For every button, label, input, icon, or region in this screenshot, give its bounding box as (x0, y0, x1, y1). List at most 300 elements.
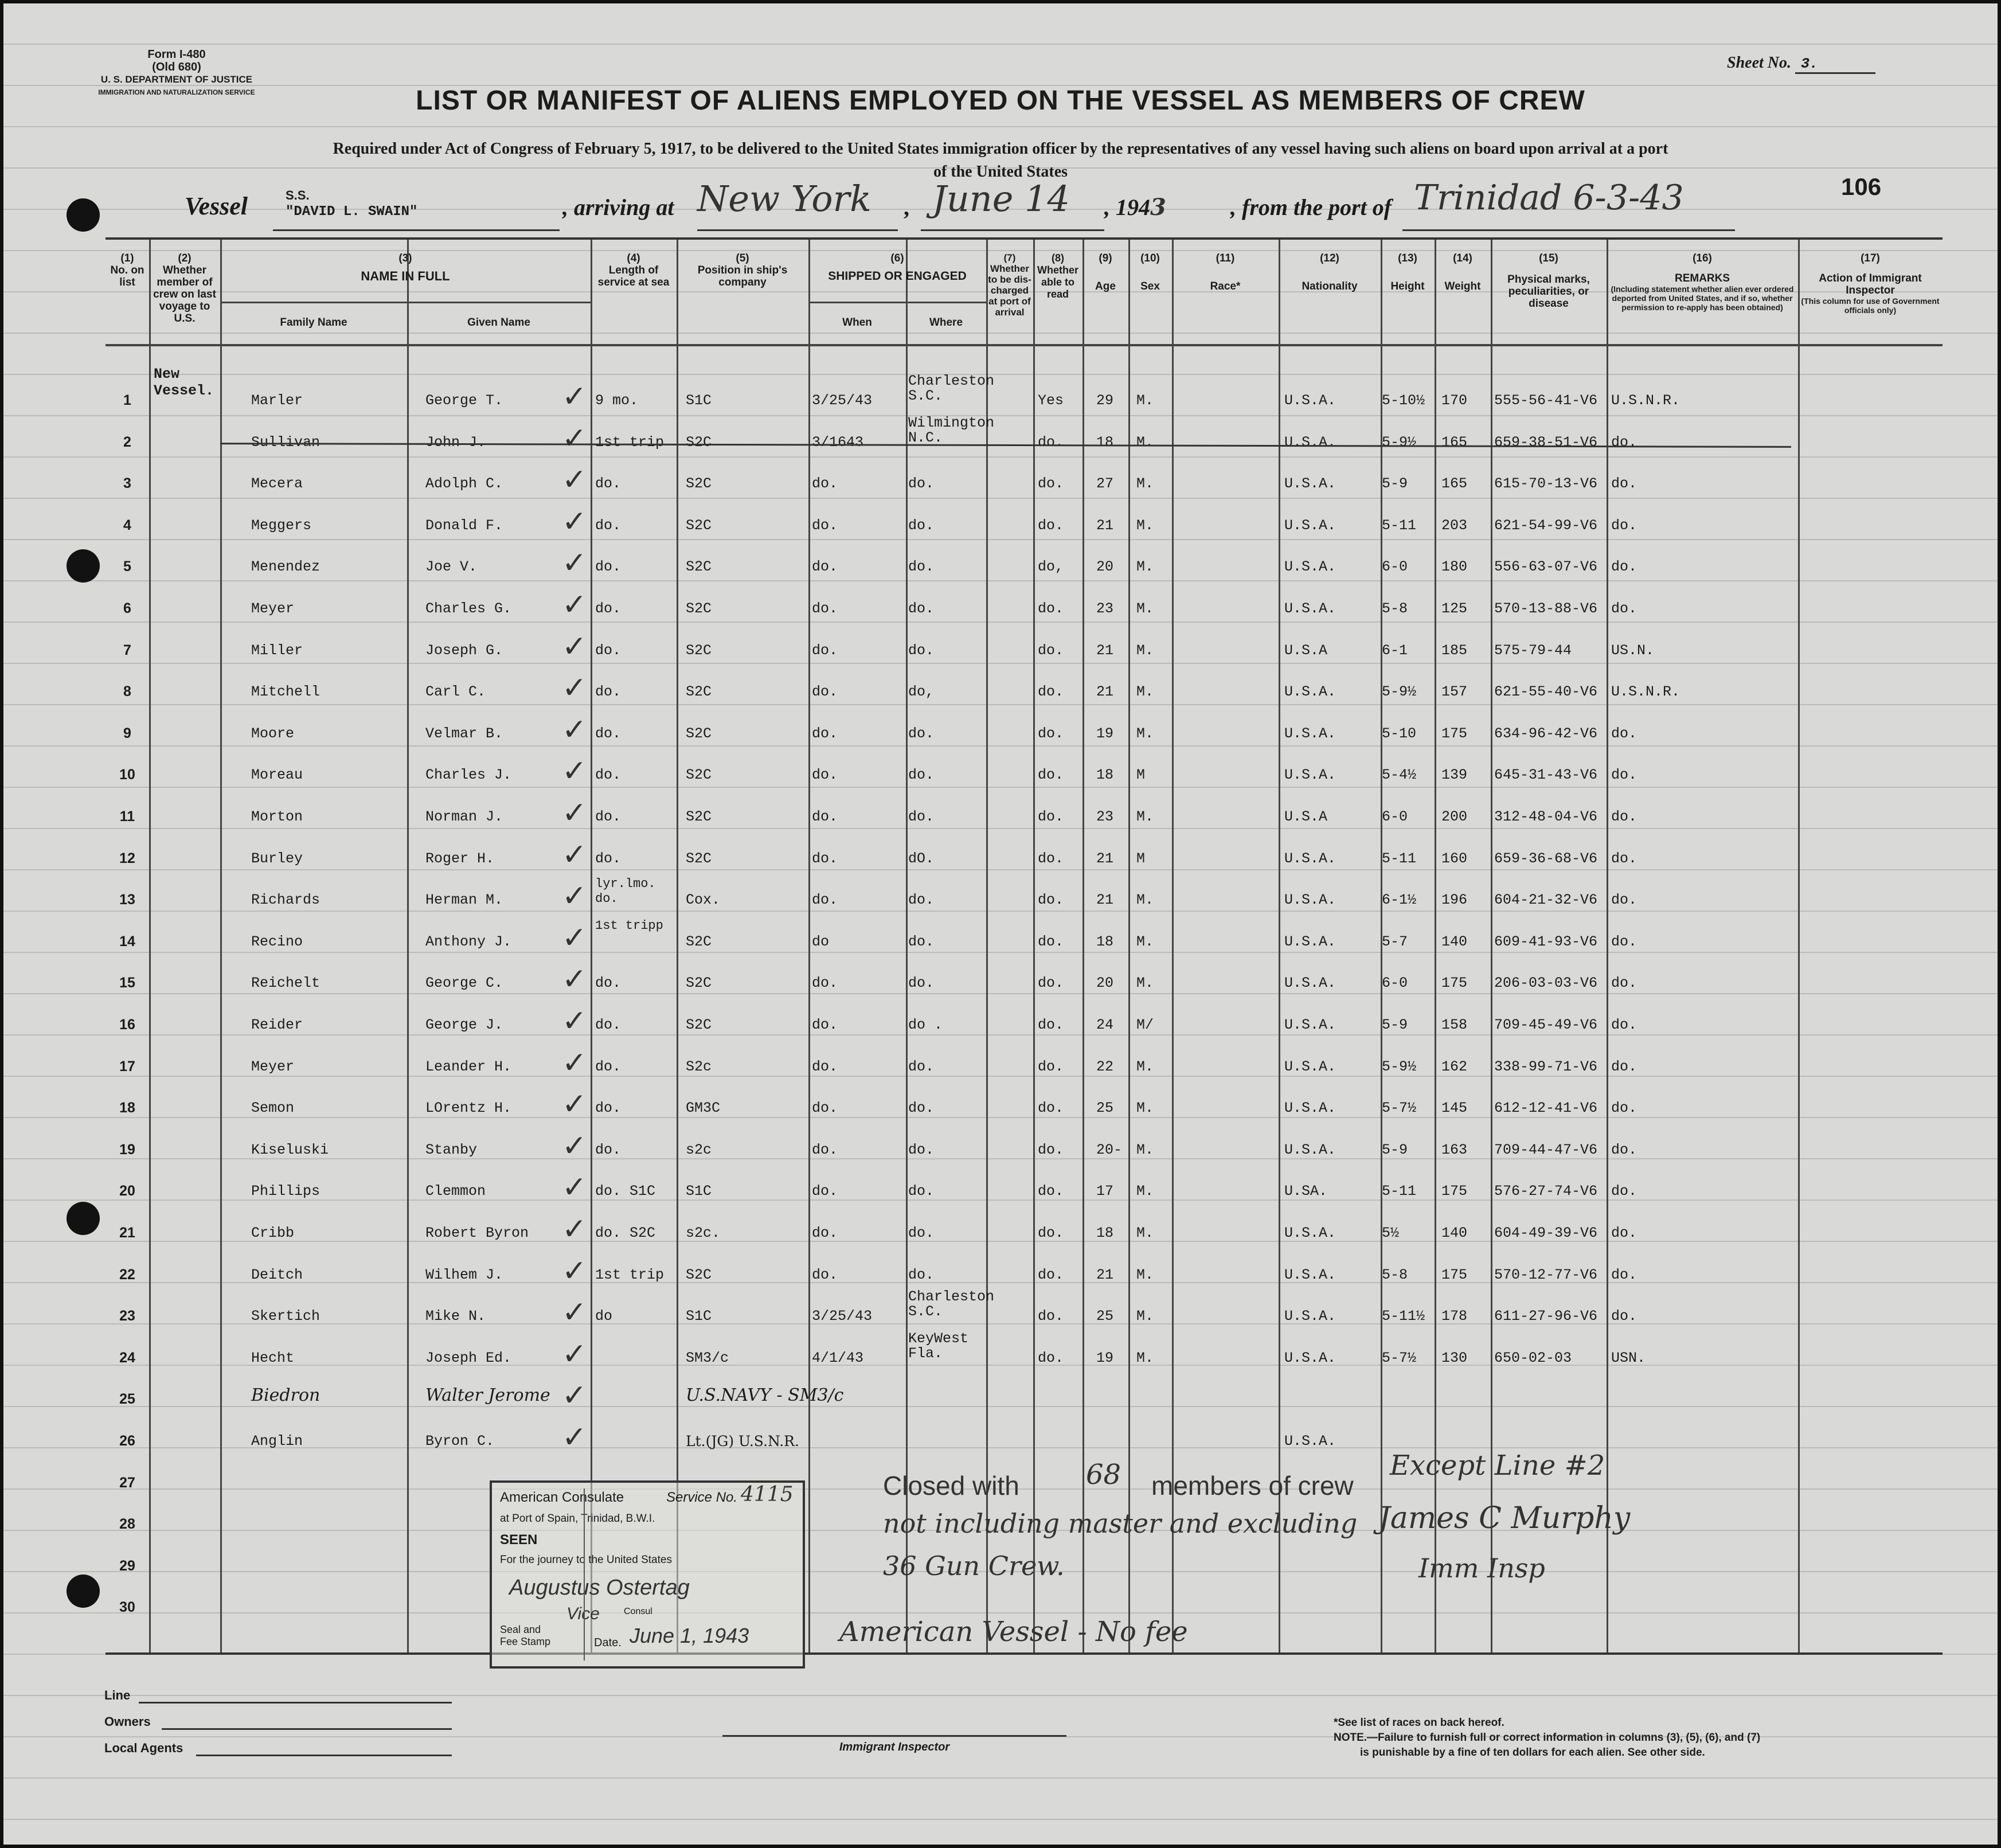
cell-sex: M. (1136, 1058, 1154, 1075)
row-number: 27 (119, 1474, 135, 1491)
col-num-2: (2) (178, 252, 191, 264)
stamp-consulate: American Consulate (500, 1490, 624, 1505)
cell-svc: do. (595, 1017, 622, 1033)
table-row (105, 796, 1943, 840)
col-label-where: Where (929, 317, 963, 329)
cell-rem: US.N. (1611, 642, 1655, 659)
cell-age: 19 (1096, 725, 1114, 742)
cell-given: Joseph Ed. (425, 1349, 512, 1366)
cell-nat: U.S.A. (1284, 1349, 1336, 1366)
cell-rem: do. (1611, 933, 1637, 950)
cell-age: 23 (1096, 600, 1114, 617)
cell-pos: S2C (686, 808, 712, 825)
cell-sex: M. (1136, 1349, 1154, 1366)
cell-fam: Hecht (251, 1349, 295, 1366)
check-mark-icon: ✓ (562, 671, 587, 706)
row-number: 13 (119, 892, 135, 908)
cell-svc: do (595, 1308, 613, 1325)
col-label-race: Race* (1210, 280, 1241, 292)
cell-wt: 170 (1441, 392, 1468, 409)
check-mark-icon: ✓ (562, 1337, 587, 1372)
table-row (105, 1420, 1943, 1464)
row-number: 7 (123, 642, 131, 658)
cell-sex: M. (1136, 975, 1154, 992)
cell-marks: 709-45-49-V6 (1494, 1017, 1598, 1033)
cell-given: Herman M. (425, 892, 503, 909)
row-number: 9 (123, 725, 131, 741)
cell-ht: 5-10 (1382, 725, 1417, 742)
cell-pos: S2C (686, 850, 712, 867)
cell-age: 18 (1096, 1225, 1114, 1241)
stamp-date: June 1, 1943 (630, 1624, 749, 1647)
cell-pos: S1C (686, 392, 712, 409)
cell-pos: S2C (686, 1266, 712, 1283)
cell-where: do. (908, 1058, 935, 1075)
check-mark-icon: ✓ (562, 1420, 587, 1455)
row-number: 14 (119, 933, 135, 950)
fine-note-1: NOTE.—Failure to furnish full or correct information in columns (3), (5), (6), and (7) (1334, 1732, 1761, 1744)
cell-where: do. (908, 1141, 935, 1158)
col-label-nationality: Nationality (1302, 280, 1358, 292)
col-num-7: (7) (1003, 252, 1016, 263)
check-mark-icon: ✓ (562, 380, 587, 414)
cell-given: Wilhem J. (425, 1266, 503, 1283)
cell-marks: 604-49-39-V6 (1494, 1225, 1598, 1241)
cell-read: do. (1038, 1349, 1064, 1366)
col-num-4: (4) (627, 252, 640, 264)
cell-svc: do. (595, 517, 622, 534)
cell-marks: 611-27-96-V6 (1494, 1308, 1598, 1325)
cell-svc: do. S2C (595, 1225, 656, 1241)
stamp-service-label: Service No. (666, 1490, 738, 1505)
cell-where: do. (908, 475, 935, 493)
sheet-number: 3. (1795, 56, 1875, 74)
race-note: *See list of races on back hereof. (1334, 1717, 1504, 1729)
row-number: 5 (123, 558, 131, 575)
footer-agents-label: Local Agents (104, 1741, 183, 1755)
cell-ht: 5-9 (1382, 475, 1408, 493)
row-number: 25 (119, 1391, 135, 1408)
cell-sex: M. (1136, 1266, 1154, 1283)
cell-rem: do. (1611, 1100, 1637, 1117)
cell-rem: do. (1611, 600, 1637, 617)
sheet-number-block (1727, 54, 1875, 74)
table-row (105, 671, 1943, 715)
cell-fam: Kiseluski (251, 1141, 329, 1158)
cell-marks: 575-79-44 (1494, 642, 1572, 659)
cell-age: 21 (1096, 683, 1114, 701)
date-sep: , (904, 194, 909, 220)
col-label-marks: Physical marks, peculiarities, or disease (1507, 274, 1590, 310)
cell-wt: 200 (1441, 808, 1468, 825)
cell-pos: S2C (686, 767, 712, 784)
cell-where: do. (908, 1183, 935, 1200)
cell-when: do. (812, 767, 838, 784)
stamp-consul: Consul (624, 1607, 652, 1616)
cell-given: Charles G. (425, 600, 512, 617)
cell-nat: U.S.A. (1284, 933, 1336, 950)
cell-svc: do. (595, 1100, 622, 1117)
col-label-list-no: No. on list (110, 264, 144, 288)
table-row (105, 504, 1943, 549)
cell-where: do. (908, 892, 935, 909)
inspector-title: Imm Insp (1418, 1553, 1545, 1584)
cell-marks: 555-56-41-V6 (1494, 392, 1598, 409)
cell-where: do, (908, 683, 935, 701)
cell-pos: GM3C (686, 1100, 721, 1117)
american-vessel-note: American Vessel - No fee (839, 1616, 1188, 1648)
cell-when: 3/1643 (812, 433, 864, 451)
punch-hole (67, 549, 100, 583)
col-num-3: (3) (398, 252, 412, 264)
cell-read: do. (1038, 1058, 1064, 1075)
col-num-13: (13) (1398, 252, 1417, 264)
cell-fam: Morton (251, 808, 303, 825)
cell-rem: do. (1611, 767, 1637, 784)
cell-age: 22 (1096, 1058, 1114, 1075)
punch-hole (67, 198, 100, 232)
col-label-remarks: REMARKS (1674, 272, 1730, 284)
footer-line-rule (139, 1702, 452, 1704)
form-number: Form I-480 (147, 48, 206, 61)
cell-svc: do. (595, 642, 622, 659)
inspector-sign-rule (722, 1735, 1066, 1737)
cell-fam: Recino (251, 933, 303, 950)
cell-age: 19 (1096, 1349, 1114, 1366)
row-number: 2 (123, 433, 131, 450)
cell-fam: Miller (251, 642, 303, 659)
cell-where: do. (908, 600, 935, 617)
cell-wt: 175 (1441, 725, 1468, 742)
cell-svc: do. (595, 600, 622, 617)
cell-when: do. (812, 558, 838, 576)
cell-read: do. (1038, 1017, 1064, 1033)
cell-sex: M/ (1136, 1017, 1154, 1033)
cell-svc: 1st tripp (595, 918, 663, 933)
cell-rem: U.S.N.R. (1611, 392, 1680, 409)
cell-read: do. (1038, 975, 1064, 992)
check-mark-icon: ✓ (562, 546, 587, 581)
cell-rem: do. (1611, 1308, 1637, 1325)
cell-svc: do. (595, 475, 622, 493)
cell-given: LOrentz H. (425, 1100, 512, 1117)
check-mark-icon: ✓ (562, 1212, 587, 1247)
check-mark-icon: ✓ (562, 1004, 587, 1038)
cell-age: 20 (1096, 975, 1114, 992)
row-number: 30 (119, 1599, 135, 1616)
row-number: 8 (123, 683, 131, 700)
service: IMMIGRATION AND NATURALIZATION SERVICE (98, 88, 255, 96)
cell-fam: Reichelt (251, 975, 321, 992)
cell-read: Yes (1038, 392, 1064, 409)
cell-nat: U.S.A. (1284, 600, 1336, 617)
col-num-12: (12) (1320, 252, 1339, 264)
cell-read: do. (1038, 433, 1064, 451)
cell-when: do. (812, 975, 838, 992)
cell-wt: 165 (1441, 433, 1468, 451)
cell-sex: M. (1136, 392, 1154, 409)
check-mark-icon: ✓ (562, 796, 587, 830)
cell-nat: U.SA. (1284, 1183, 1328, 1200)
col-label-family-name: Family Name (280, 317, 347, 329)
cell-ht: 5-7½ (1382, 1349, 1417, 1366)
cell-age: 21 (1096, 850, 1114, 867)
crew-count: 68 (1086, 1459, 1121, 1491)
cell-nat: U.S.A. (1284, 433, 1336, 451)
cell-when: do. (812, 850, 838, 867)
cell-rem: do. (1611, 1058, 1637, 1075)
cell-ht: 5-9½ (1382, 433, 1417, 451)
cell-nat: U.S.A (1284, 642, 1328, 659)
col-num-1: (1) (120, 252, 134, 264)
check-mark-icon: ✓ (562, 1295, 587, 1330)
cell-when: do (812, 933, 830, 950)
from-underline (1402, 229, 1735, 231)
col-label-service: Length of service at sea (597, 264, 670, 288)
cell-marks: 206-03-03-V6 (1494, 975, 1598, 992)
cell-ht: 5-9½ (1382, 683, 1417, 701)
cell-sex: M. (1136, 1100, 1154, 1117)
cell-sex: M. (1136, 475, 1154, 493)
cell-marks: 634-96-42-V6 (1494, 725, 1598, 742)
cell-fam: Moreau (251, 767, 303, 784)
cell-fam: Phillips (251, 1183, 321, 1200)
cell-svc: do. (595, 725, 622, 742)
cell-pos: S2C (686, 475, 712, 493)
cell-when: do. (812, 1266, 838, 1283)
cell-nat: U.S.A. (1284, 1433, 1336, 1450)
footer-inspector-label: Immigrant Inspector (839, 1741, 950, 1753)
cell-wt: 175 (1441, 1183, 1468, 1200)
cell-ht: 5-10½ (1382, 392, 1425, 409)
cell-pos: S1C (686, 1308, 712, 1325)
cell-where: Charleston S.C. (908, 1288, 995, 1320)
cell-nat: U.S.A. (1284, 892, 1336, 909)
cell-sex: M. (1136, 642, 1154, 659)
cell-age: 20 (1096, 558, 1114, 576)
cell-nat: U.S.A. (1284, 725, 1336, 742)
cell-sex: M (1136, 767, 1146, 784)
row-number: 23 (119, 1308, 135, 1325)
table-row (105, 918, 1943, 965)
row-number: 16 (119, 1017, 135, 1033)
cell-ht: 6-0 (1382, 558, 1408, 576)
col-num-15: (15) (1539, 252, 1558, 264)
cell-rem: do. (1611, 850, 1637, 867)
cell-wt: 125 (1441, 600, 1468, 617)
cell-fam: Marler (251, 392, 303, 409)
row-number: 3 (123, 475, 131, 492)
cell-where: do . (908, 1017, 943, 1033)
check-mark-icon: ✓ (562, 962, 587, 997)
date-underline (921, 229, 1104, 231)
cell-ht: 5½ (1382, 1225, 1400, 1241)
cell-read: do. (1038, 850, 1064, 867)
cell-pos: S2C (686, 933, 712, 950)
row-number: 22 (119, 1266, 135, 1283)
col-label-given-name: Given Name (467, 317, 530, 329)
cell-fam: Reider (251, 1017, 303, 1033)
cell-when: do. (812, 808, 838, 825)
cell-read: do. (1038, 600, 1064, 617)
cell-rem: do. (1611, 517, 1637, 534)
col-num-5: (5) (736, 252, 749, 264)
cell-when: do. (812, 1141, 838, 1158)
table-row (105, 837, 1943, 882)
col-label-discharged: Whether to be dis-charged at port of arrival (988, 263, 1031, 318)
cell-wt: 163 (1441, 1141, 1468, 1158)
col-label-when: When (842, 317, 872, 329)
cell-read: do. (1038, 683, 1064, 701)
row-number: 29 (119, 1557, 135, 1574)
cell-given: Norman J. (425, 808, 503, 825)
cell-given: Robert Byron (425, 1225, 529, 1241)
table-row (105, 712, 1943, 757)
row-number: 17 (119, 1058, 135, 1075)
cell-read: do, (1038, 558, 1064, 576)
check-mark-icon: ✓ (562, 837, 587, 872)
cell-wt: 178 (1441, 1308, 1468, 1325)
col-label-shipped: SHIPPED OR ENGAGED (828, 269, 967, 283)
check-mark-icon: ✓ (562, 879, 587, 914)
vessel-name: "DAVID L. SWAIN" (286, 204, 418, 220)
check-mark-icon: ✓ (562, 421, 587, 456)
cell-sex: M. (1136, 808, 1154, 825)
cell-marks: 621-54-99-V6 (1494, 517, 1598, 534)
cell-pos: S1C (686, 1183, 712, 1200)
cell-sex: M (1136, 850, 1146, 867)
cell-when: do. (812, 725, 838, 742)
col-label-position: Position in ship's company (697, 264, 788, 288)
cell-pos: S2C (686, 642, 712, 659)
cell-when: do. (812, 1058, 838, 1075)
cell-nat: U.S.A (1284, 808, 1328, 825)
cell-ht: 6-0 (1382, 975, 1408, 992)
from-port: Trinidad 6-3-43 (1414, 178, 1684, 218)
cell-read: do. (1038, 1183, 1064, 1200)
cell-given: George J. (425, 1017, 503, 1033)
vessel-underline (273, 229, 560, 231)
vessel-prefix: S.S. (286, 188, 310, 202)
closing-line-3: 36 Gun Crew. (883, 1550, 1065, 1581)
inspector-signature: James C Murphy (1378, 1501, 1631, 1536)
row-number: 4 (123, 517, 131, 533)
cell-svc: do. (595, 683, 622, 701)
cell-sex: M. (1136, 433, 1154, 451)
cell-where: do. (908, 975, 935, 992)
row-number: 28 (119, 1516, 135, 1533)
table-row (105, 629, 1943, 674)
cell-rem: do. (1611, 1017, 1637, 1033)
cell-where: do. (908, 767, 935, 784)
cell-age: 25 (1096, 1100, 1114, 1117)
footer-agents-rule (196, 1755, 452, 1756)
stamp-date-label: Date. (594, 1636, 622, 1649)
cell-ht: 6-0 (1382, 808, 1408, 825)
cell-svc: do. (595, 1058, 622, 1075)
cell-when: do. (812, 642, 838, 659)
cell-given: Joseph G. (425, 642, 503, 659)
cell-nat: U.S.A. (1284, 475, 1336, 493)
check-mark-icon: ✓ (562, 1045, 587, 1080)
cell-svc: 9 mo. (595, 392, 639, 409)
cell-read: do. (1038, 725, 1064, 742)
cell-given: Velmar B. (425, 725, 503, 742)
cell-rem: do. (1611, 1266, 1637, 1283)
cell-when: 3/25/43 (812, 392, 873, 409)
col-label-weight: Weight (1444, 280, 1481, 292)
col-num-9: (9) (1099, 252, 1112, 264)
form-old-number: (Old 680) (152, 61, 201, 73)
cell-last: New Vessel. (154, 366, 214, 399)
cell-sex: M. (1136, 1141, 1154, 1158)
inspector-note: Except Line #2 (1390, 1450, 1605, 1482)
cell-marks: 650-02-03 (1494, 1349, 1572, 1366)
cell-fam: Deitch (251, 1266, 303, 1283)
cell-given: Charles J. (425, 767, 512, 784)
cell-wt: 180 (1441, 558, 1468, 576)
cell-age: 21 (1096, 642, 1114, 659)
cell-sex: M. (1136, 933, 1154, 950)
cell-svc: do. (595, 767, 622, 784)
cell-given: Anthony J. (425, 933, 512, 950)
cell-wt: 145 (1441, 1100, 1468, 1117)
cell-nat: U.S.A. (1284, 1100, 1336, 1117)
table-row (105, 1378, 1943, 1423)
table-row (105, 1330, 1943, 1381)
cell-marks: 570-13-88-V6 (1494, 600, 1598, 617)
cell-svc: 1st trip (595, 1266, 665, 1283)
year-digit: 3 (1150, 194, 1166, 221)
arriving-label: , arriving at (562, 194, 674, 220)
cell-wt: 196 (1441, 892, 1468, 909)
col-num-8: (8) (1052, 252, 1064, 264)
col-num-6: (6) (890, 252, 904, 264)
cell-when: do. (812, 475, 838, 493)
check-mark-icon: ✓ (562, 463, 587, 498)
cell-rem: do. (1611, 1225, 1637, 1241)
check-mark-icon: ✓ (562, 1378, 587, 1413)
table-row (105, 1466, 1943, 1506)
row-number: 11 (119, 808, 135, 825)
row-number: 21 (119, 1225, 135, 1241)
cell-svc: do. (595, 808, 622, 825)
cell-age: 18 (1096, 933, 1114, 950)
cell-fam: Mitchell (251, 683, 321, 701)
cell-rem: do. (1611, 1141, 1637, 1158)
table-row (105, 588, 1943, 632)
cell-pos: s2c (686, 1141, 712, 1158)
check-mark-icon: ✓ (562, 629, 587, 664)
cell-ht: 5-11 (1382, 1183, 1417, 1200)
cell-pos: S2C (686, 725, 712, 742)
cell-wt: 158 (1441, 1017, 1468, 1033)
cell-rem: do. (1611, 975, 1637, 992)
cell-svc: lyr.lmo. do. (595, 877, 656, 907)
stamp-seal-label: Seal and Fee Stamp (500, 1624, 551, 1647)
port-underline (697, 229, 898, 231)
cell-ht: 5-7 (1382, 933, 1408, 950)
table-row (105, 1045, 1943, 1090)
cell-fam: Richards (251, 892, 321, 909)
department: U. S. DEPARTMENT OF JUSTICE (100, 74, 253, 85)
col-label-last-voyage: Whether member of crew on last voyage to U.S. (153, 264, 216, 325)
fine-note-2: is punishable by a fine of ten dollars for each alien. See other side. (1360, 1747, 1705, 1759)
cell-age: 24 (1096, 1017, 1114, 1033)
check-mark-icon: ✓ (562, 588, 587, 622)
cell-svc: 1st trip (595, 433, 665, 451)
cell-read: do. (1038, 1100, 1064, 1117)
